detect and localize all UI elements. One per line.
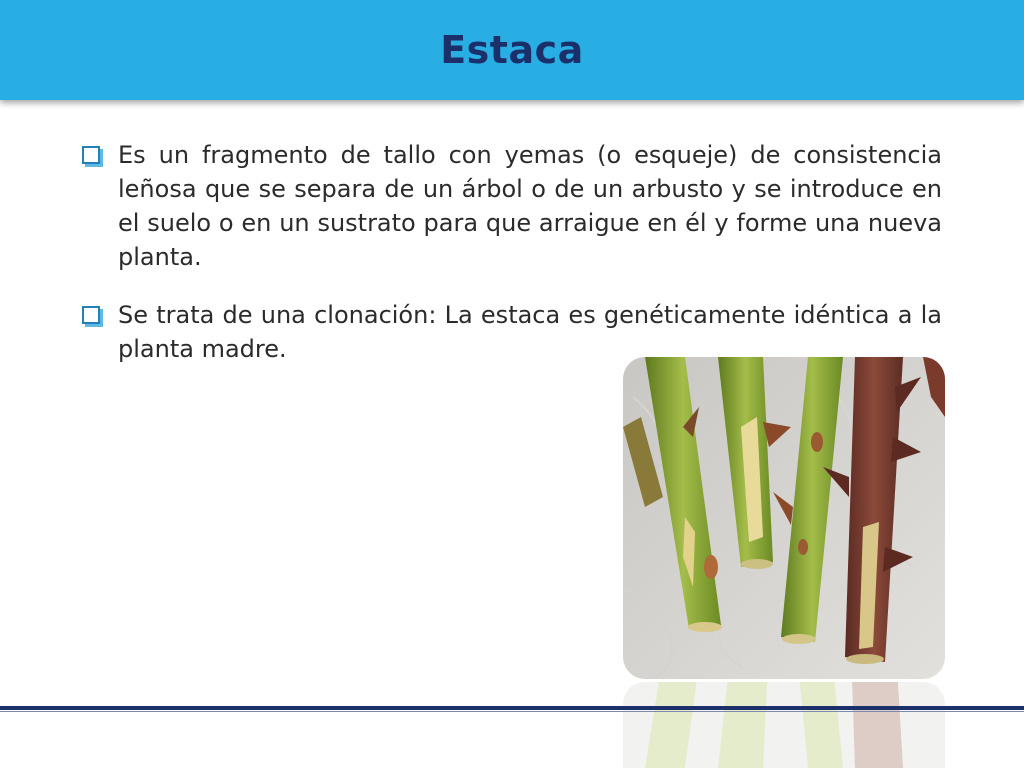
checkbox-icon bbox=[82, 306, 100, 324]
bullet-item bbox=[80, 138, 942, 274]
slide-title: Estaca bbox=[440, 28, 584, 72]
stem-cuttings-illustration bbox=[623, 357, 945, 679]
reflection-illustration bbox=[623, 682, 945, 768]
bullet-text: Es un fragmento de tallo con yemas (o esqueje) de consistencia leñosa que se separa de un árbol o de un arbusto y se introduce en el suelo o en un sustrato para que arraigue en él y forme una nueva planta. bbox=[118, 141, 942, 271]
checkbox-icon bbox=[82, 146, 100, 164]
photo-reflection bbox=[623, 682, 945, 768]
footer-divider bbox=[0, 706, 1024, 710]
footer-divider-thin bbox=[0, 711, 1024, 712]
title-bar bbox=[0, 0, 1024, 100]
bullet-text: Se trata de una clonación: La estaca es genéticamente idéntica a la planta madre. bbox=[118, 301, 942, 363]
bullet-list bbox=[80, 138, 942, 390]
stem-cuttings-photo bbox=[623, 357, 945, 679]
bullet-item bbox=[80, 298, 942, 366]
